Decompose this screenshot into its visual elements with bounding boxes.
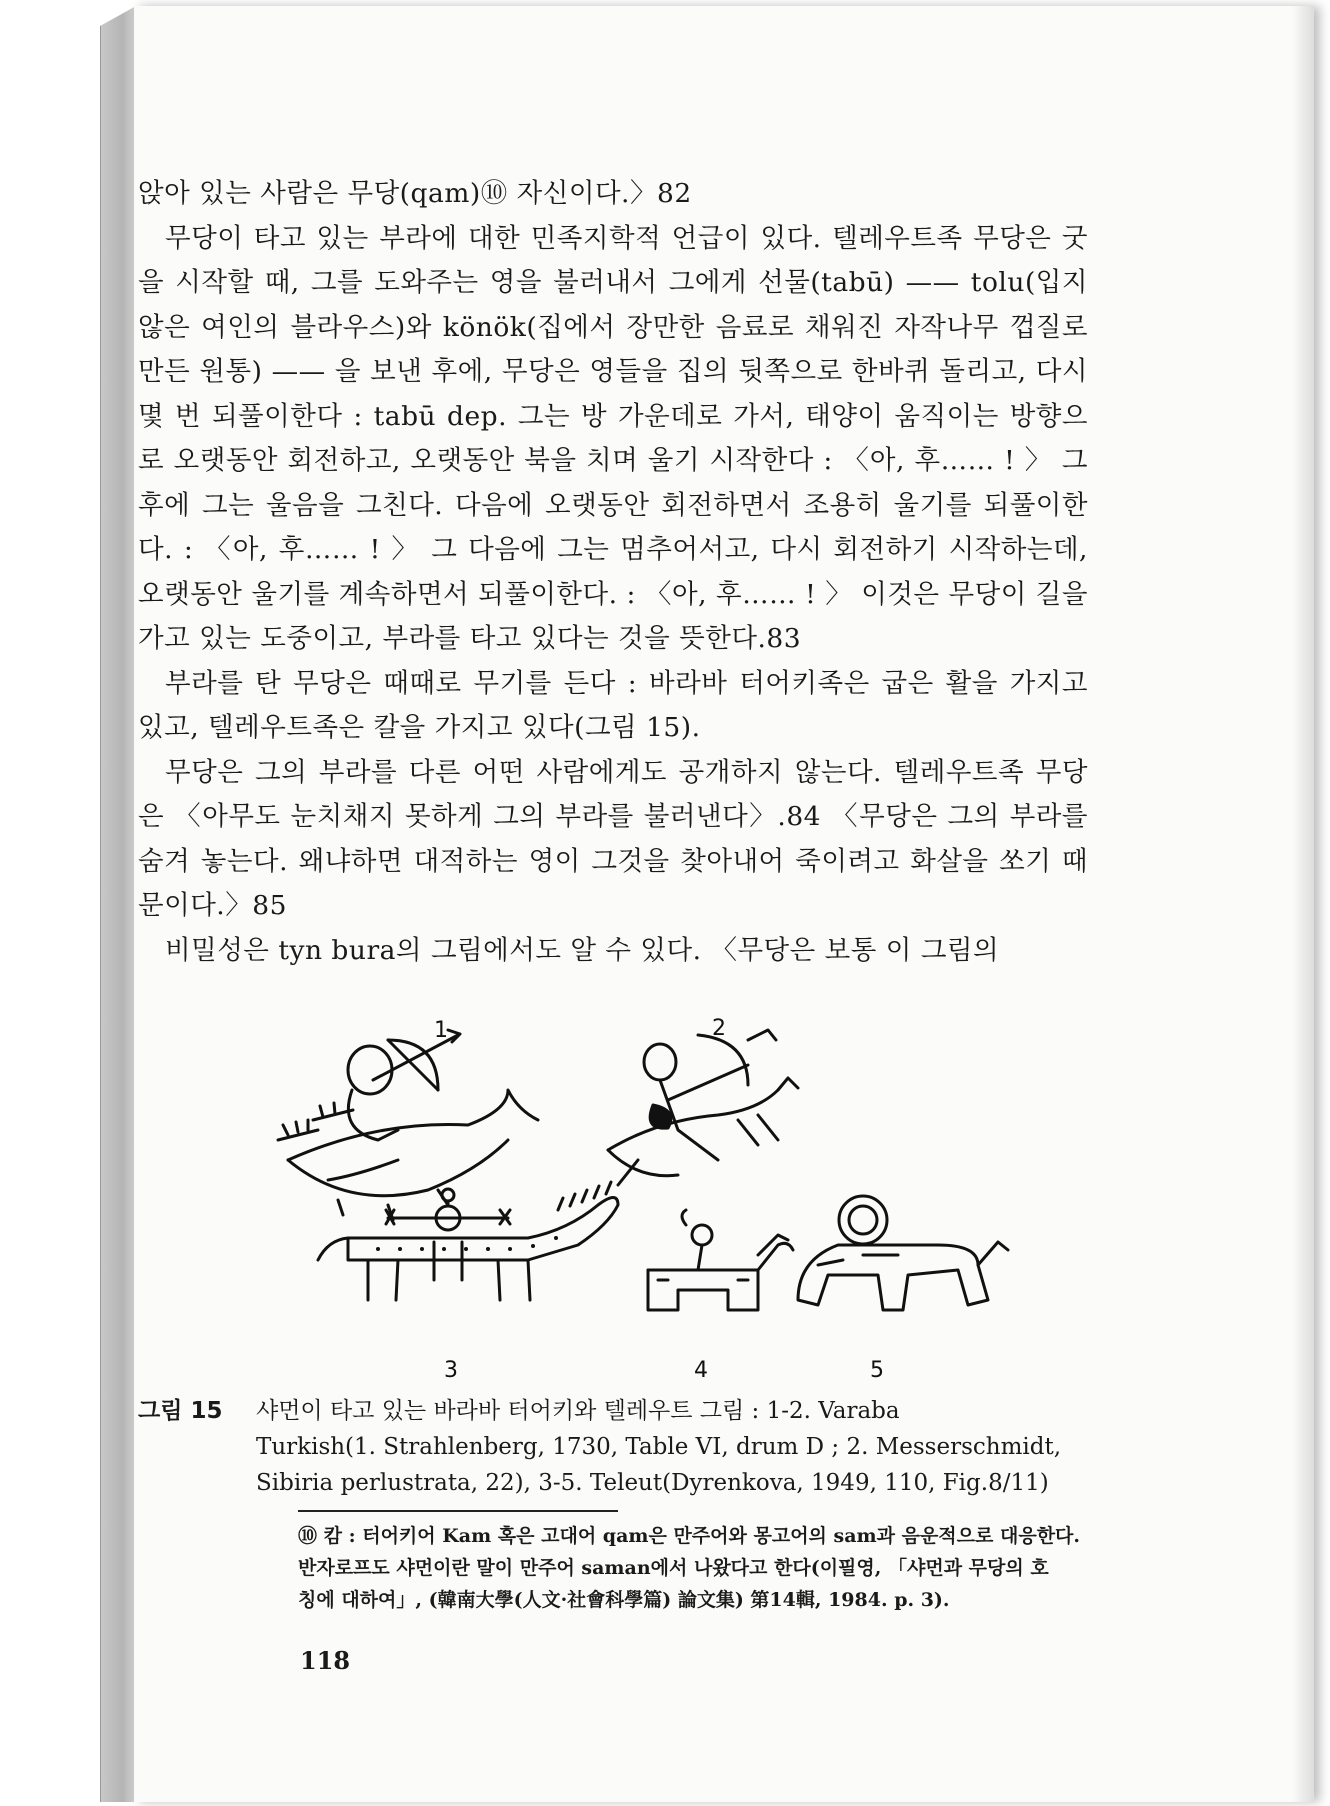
footnote (298, 1520, 1088, 1616)
figure-drawing (138, 1010, 1088, 1390)
page-edge-shading (1292, 6, 1314, 1802)
figure-15-drawings (138, 1010, 1088, 1390)
drawing-5-animal-with-looped-figure (798, 1196, 1008, 1310)
drawing-1-archer-on-bura (278, 1030, 538, 1220)
footnote-line-1: ⑩ 캄 : 터어키어 Kam 혹은 고대어 qam은 만주어와 몽고어의 sam과 음운적으로 대응한다. (298, 1525, 1081, 1547)
footnote-line-2: 반자로프도 샤먼이란 말이 만주어 saman에서 나왔다고 한다(이필영, 「샤먼과 무당의 호 (298, 1557, 1049, 1579)
caption-label: 그림 15 (138, 1398, 223, 1424)
drawing-3-figure-on-long-animal (318, 1182, 618, 1300)
footnote-divider (298, 1510, 618, 1512)
figure-number-4: 4 (694, 1358, 708, 1383)
paragraph-4: 무당은 그의 부라를 다른 어떤 사람에게도 공개하지 않는다. 텔레우트족 무당은 〈아무도 눈치채지 못하게 그의 부라를 불러낸다〉.84 〈무당은 그의 부라를 숨겨 놓는다. 왜냐하면 대적하는 영이 그것을 찾아내어 죽이려고 화살을 쏘기 때문이다.〉85 (138, 756, 1088, 921)
page-number: 118 (300, 1646, 351, 1675)
paragraph-1: 앉아 있는 사람은 무당(qam)⑩ 자신이다.〉82 (138, 178, 692, 209)
footnote-line-3: 칭에 대하여」, (韓南大學(人文·社會科學篇) 論文集) 第14輯, 1984. p. 3). (298, 1589, 950, 1611)
paragraph-3: 부라를 탄 무당은 때때로 무기를 든다 : 바라바 터어키족은 굽은 활을 가지고 있고, 텔레우트족은 칼을 가지고 있다(그림 15). (138, 667, 1088, 743)
body-text (138, 172, 1088, 973)
caption-line-1: 샤먼이 타고 있는 바라바 터어키와 텔레우트 그림 : 1-2. Varaba (256, 1398, 900, 1424)
caption-line-3: Sibiria perlustrata, 22), 3-5. Teleut(Dyrenkova, 1949, 110, Fig.8/11) (256, 1470, 1049, 1496)
figure-number-1: 1 (434, 1018, 448, 1043)
figure-number-3: 3 (444, 1358, 458, 1383)
drawing-4-deer-with-rider (648, 1210, 793, 1310)
paragraph-2: 무당이 타고 있는 부라에 대한 민족지학적 언급이 있다. 텔레우트족 무당은 굿을 시작할 때, 그를 도와주는 영을 불러내서 그에게 선물(tabū) —— tolu(입지 않은 여인의 블라우스)와 könök(집에서 장만한 음료로 채워진 자작나무 껍질로 만든 원통) —— 을 보낸 후에, 무당은 영들을 집의 뒷쪽으로 한바퀴 돌리고, 다시 몇 번 되풀이한다 : tabū dep. 그는 방 가운데로 가서, 태양이 움직이는 방향으로 오랫동안 회전하고, 오랫동안 북을 치며 울기 시작한다 : 〈아, 후…… ! 〉 그 후에 그는 울음을 그친다. 다음에 오랫동안 회전하면서 조용히 울기를 되풀이한다. : 〈아, 후…… ! 〉 그 다음에 그는 멈추어서고, 다시 회전하기 시작하는데, 오랫동안 울기를 계속하면서 되풀이한다. : 〈아, 후…… ! 〉 이것은 무당이 길을 가고 있는 도중이고, 부라를 타고 있다는 것을 뜻한다.83 (138, 222, 1088, 654)
figure-number-2: 2 (712, 1016, 726, 1041)
figure-number-5: 5 (870, 1358, 884, 1383)
paragraph-5: 비밀성은 tyn bura의 그림에서도 알 수 있다. 〈무당은 보통 이 그림의 (165, 934, 1000, 966)
figure-caption (138, 1393, 1098, 1501)
caption-line-2: Turkish(1. Strahlenberg, 1730, Table VI, drum D ; 2. Messerschmidt, (256, 1434, 1062, 1460)
drawing-2-archer-on-animal (608, 1030, 798, 1185)
book-spine (100, 6, 137, 1802)
